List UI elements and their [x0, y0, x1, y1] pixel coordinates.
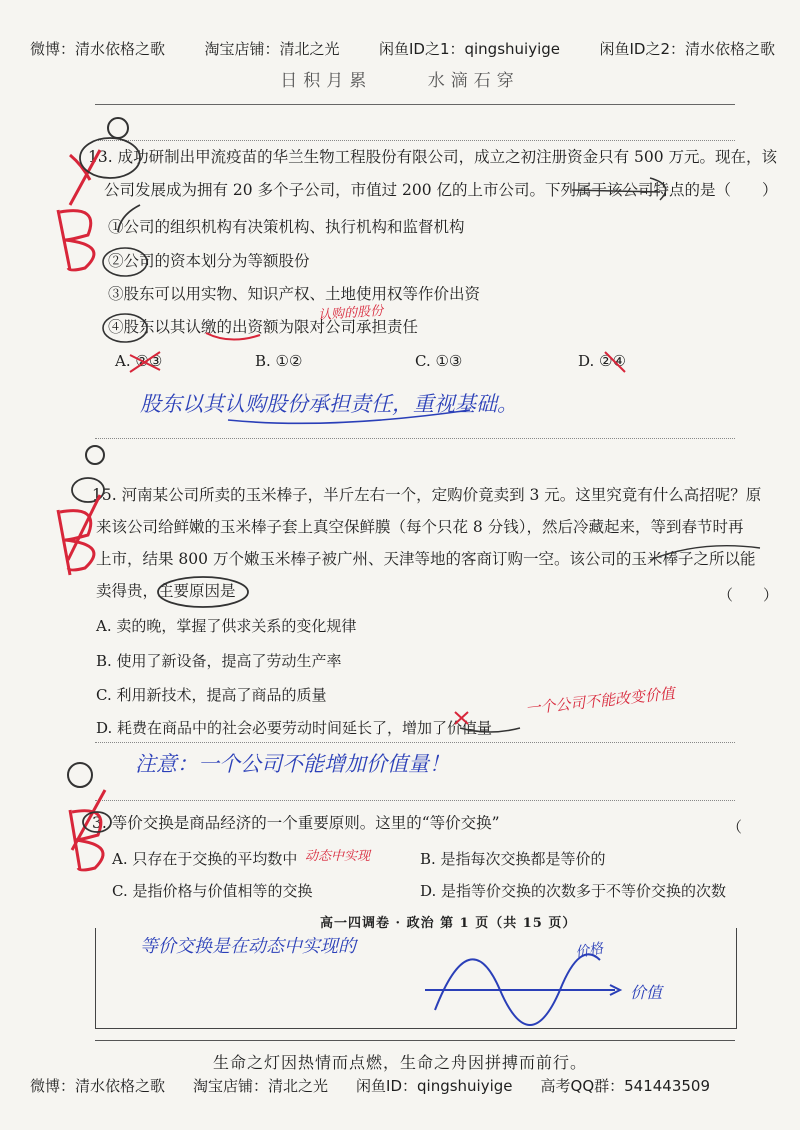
- q13-blue-note: 股东以其认购股份承担责任，重视基础。: [140, 392, 518, 416]
- price-axis-label: 价格: [573, 940, 605, 962]
- q3-answer-paren: （: [727, 818, 743, 836]
- q3-line1: 3. 等价交换是商品经济的一个重要原则。这里的“等价交换”: [92, 814, 500, 832]
- q3-blue-note: 等价交换是在动态中实现的: [140, 936, 356, 957]
- q13-statement-3: ③股东可以用实物、知识产权、土地使用权等作价出资: [108, 285, 481, 303]
- q15-line3: 上市，结果 800 万个嫩玉米棒子被广州、天津等地的客商订购一空。该公司的玉米棒子之所以能: [96, 550, 756, 568]
- q3-option-d: D. 是指等价交换的次数多于不等价交换的次数: [420, 882, 727, 900]
- footer-rule: [95, 1040, 735, 1041]
- q13-option-b: B. ①②: [255, 352, 303, 370]
- motto-right: 水滴石穿: [427, 71, 520, 91]
- q13-line1: 13. 成功研制出甲流疫苗的华兰生物工程股份有限公司，成立之初注册资金只有 500 万元。现在，该: [88, 148, 778, 166]
- q3-option-b: B. 是指每次交换都是等价的: [420, 850, 606, 868]
- q13-option-a: A. ②③: [115, 352, 163, 370]
- q15-option-d: D. 耗费在商品中的社会必要劳动时间延长了，增加了价值量: [96, 719, 493, 737]
- header-taobao: 淘宝店铺：清北之光: [204, 40, 340, 58]
- q13-statement-1: ①公司的组织机构有决策机构、执行机构和监督机构: [108, 218, 465, 236]
- q13-option-c: C. ①③: [415, 352, 463, 370]
- footer-slogan: 生命之灯因热情而点燃，生命之舟因拼搏而前行。: [212, 1053, 587, 1072]
- q15-option-c: C. 利用新技术，提高了商品的质量: [96, 686, 327, 704]
- footer-xianyu: 闲鱼ID：qingshuiyige: [356, 1077, 513, 1095]
- q15-option-a: A. 卖的晚，掌握了供求关系的变化规律: [96, 617, 357, 635]
- footer-taobao: 淘宝店铺：清北之光: [193, 1077, 329, 1095]
- q3-option-a: A. 只存在于交换的平均数中: [112, 850, 298, 868]
- header-xianyu2: 闲鱼ID之2：清水依格之歌: [599, 40, 775, 58]
- q13-statement-4: ④股东以其认缴的出资额为限对公司承担责任: [108, 318, 419, 336]
- q13-option-d: D. ②④: [578, 352, 626, 370]
- footer-qq: 高考QQ群：541443509: [540, 1077, 711, 1095]
- footer-banner: [30, 1075, 775, 1096]
- motto-left: 日积月累: [280, 71, 373, 91]
- value-axis-label: 价值: [630, 983, 663, 1002]
- q13-line2: 公司发展成为拥有 20 多个子公司，市值过 200 亿的上市公司。下列属于该公司特点的是（ ）: [104, 181, 778, 199]
- q15-blue-note: 注意：一个公司不能增加价值量！: [135, 752, 450, 776]
- header-weibo: 微博：清水依格之歌: [30, 40, 166, 58]
- q15-line1: 15. 河南某公司所卖的玉米棒子，半斤左右一个，定购价竟卖到 3 元。这里究竟有什么高招呢？原: [92, 486, 762, 504]
- q13-statement-2: ②公司的资本划分为等额股份: [108, 252, 310, 270]
- q3-option-c: C. 是指价格与价值相等的交换: [112, 882, 313, 900]
- q15-option-b: B. 使用了新设备，提高了劳动生产率: [96, 652, 342, 670]
- header-xianyu1: 闲鱼ID之1：qingshuiyige: [378, 40, 560, 58]
- q3-red-note: 动态中实现: [305, 849, 371, 864]
- q13-red-note: 认购的股份: [317, 303, 384, 324]
- q15-line2: 来该公司给鲜嫩的玉米棒子套上真空保鲜膜（每个只花 8 分钱），然后冷藏起来，等到春节时再: [96, 518, 744, 536]
- footer-weibo: 微博：清水依格之歌: [30, 1077, 166, 1095]
- q15-answer-paren: （ ）: [718, 586, 779, 604]
- q15-line4: 卖得贵，主要原因是: [96, 582, 236, 600]
- page-number: 高一四调卷 · 政治 第 1 页（共 15 页）: [320, 916, 577, 931]
- q15-red-note: 一个公司不能改变价值: [524, 684, 676, 718]
